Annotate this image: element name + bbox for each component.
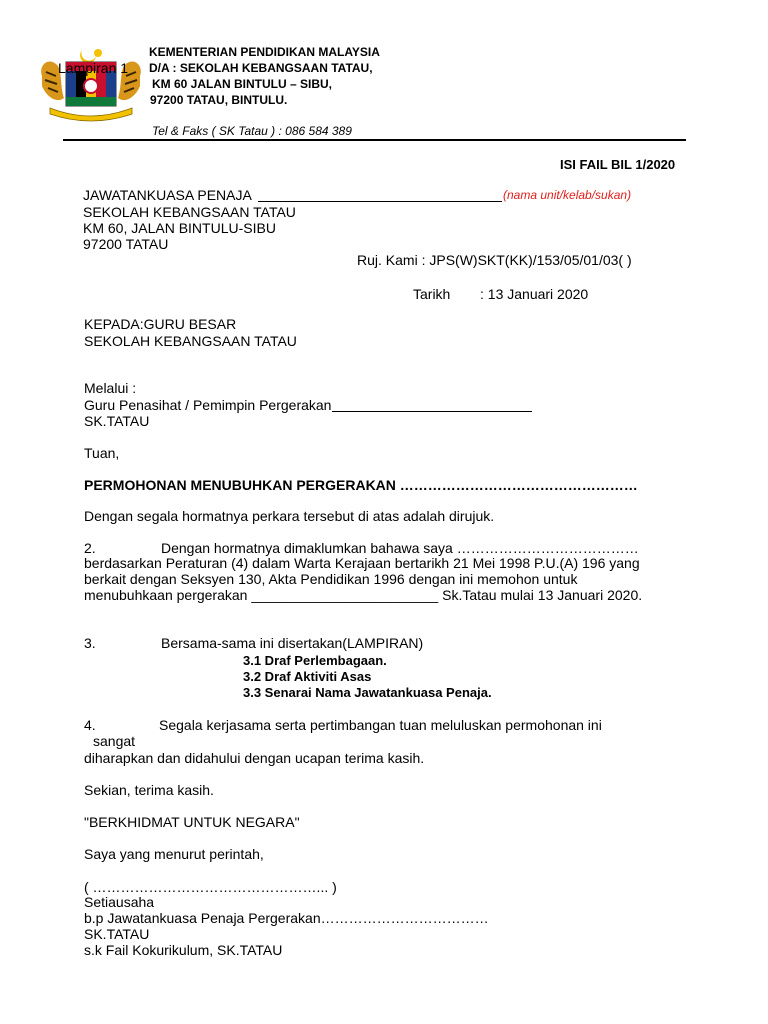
para4-line3: diharapkan dan didahului dengan ucapan terima kasih. — [84, 750, 425, 766]
reference-number: Ruj. Kami : JPS(W)SKT(KK)/153/05/01/03( ) — [357, 252, 632, 268]
para4-line2: sangat — [93, 733, 136, 749]
school-address-line2: 97200 TATAU, BINTULU. — [150, 93, 288, 107]
unit-name-hint: (nama unit/kelab/sukan) — [503, 188, 632, 202]
signature-school: SK.TATAU — [84, 926, 150, 942]
para2-line3: berkait dengan Seksyen 130, Akta Pendidikan 1996 dengan ini memohon untuk — [84, 571, 578, 587]
closing-sekian: Sekian, terima kasih. — [84, 782, 214, 798]
attachment-item: 3.1 Draf Perlembagaan. — [243, 653, 387, 668]
date-value: : 13 Januari 2020 — [480, 286, 589, 302]
carbon-copy: s.k Fail Kokurikulum, SK.TATAU — [84, 942, 283, 958]
file-number: ISI FAIL BIL 1/2020 — [560, 157, 676, 172]
lampiran-label: Lampiran 1 — [58, 60, 129, 76]
attachment-item: 3.2 Draf Aktiviti Asas — [243, 669, 372, 684]
sender-line1: SEKOLAH KEBANGSAAN TATAU — [83, 204, 296, 220]
via-line1: Guru Penasihat / Pemimpin Pergerakan — [84, 397, 332, 413]
sender-line2: KM 60, JALAN BINTULU-SIBU — [83, 220, 276, 236]
closing-perintah: Saya yang menurut perintah, — [84, 846, 264, 862]
sender-line3: 97200 TATAU — [83, 236, 169, 252]
tel-fax: Tel & Faks ( SK Tatau ) : 086 584 389 — [152, 124, 352, 138]
signature-bp: b.p Jawatankuasa Penaja Pergerakan……………………………… — [84, 910, 489, 926]
advisor-name-blank — [332, 411, 532, 412]
via-label: Melalui : — [84, 380, 137, 396]
header-divider — [63, 139, 686, 141]
school-da-line: D/A : SEKOLAH KEBANGSAAN TATAU, — [149, 61, 373, 75]
salutation: Tuan, — [84, 445, 120, 461]
malaysia-coat-of-arms-icon — [36, 46, 146, 122]
ministry-name: KEMENTERIAN PENDIDIKAN MALAYSIA — [149, 45, 380, 59]
recipient-line1: KEPADA:GURU BESAR — [84, 316, 237, 332]
unit-name-blank — [258, 201, 502, 202]
closing-motto: "BERKHIDMAT UNTUK NEGARA" — [84, 814, 300, 830]
via-line2: SK.TATAU — [84, 413, 150, 429]
recipient-line2: SEKOLAH KEBANGSAAN TATAU — [84, 333, 297, 349]
para3-line1: Bersama-sama ini disertakan(LAMPIRAN) — [161, 635, 424, 651]
para4-number: 4. — [84, 717, 96, 733]
para3-number: 3. — [84, 635, 96, 651]
signature-title: Setiausaha — [84, 894, 155, 910]
paragraph-1: Dengan segala hormatnya perkara tersebut di atas adalah dirujuk. — [84, 508, 495, 524]
para2-line4: menubuhkaan pergerakan ________________________ Sk.Tatau mulai 13 Januari 2020. — [84, 587, 643, 603]
school-address-line1: KM 60 JALAN BINTULU – SIBU, — [152, 77, 333, 91]
para2-number: 2. — [84, 540, 96, 556]
attachment-item: 3.3 Senarai Nama Jawatankuasa Penaja. — [243, 685, 492, 700]
subject-heading: PERMOHONAN MENUBUHKAN PERGERAKAN …………………………………………… — [84, 477, 638, 493]
signature-placeholder: ( …………………………………………... ) — [84, 879, 337, 895]
para4-line1: Segala kerjasama serta pertimbangan tuan meluluskan permohonan ini — [159, 717, 602, 733]
para2-line2: berdasarkan Peraturan (4) dalam Warta Kerajaan bertarikh 21 Mei 1998 P.U.(A) 196 yang — [84, 555, 640, 571]
date-label: Tarikh — [413, 286, 451, 302]
sender-label: JAWATANKUASA PENAJA — [83, 187, 252, 203]
para2-line1: Dengan hormatnya dimaklumkan bahawa saya ………………………………… — [161, 540, 639, 556]
